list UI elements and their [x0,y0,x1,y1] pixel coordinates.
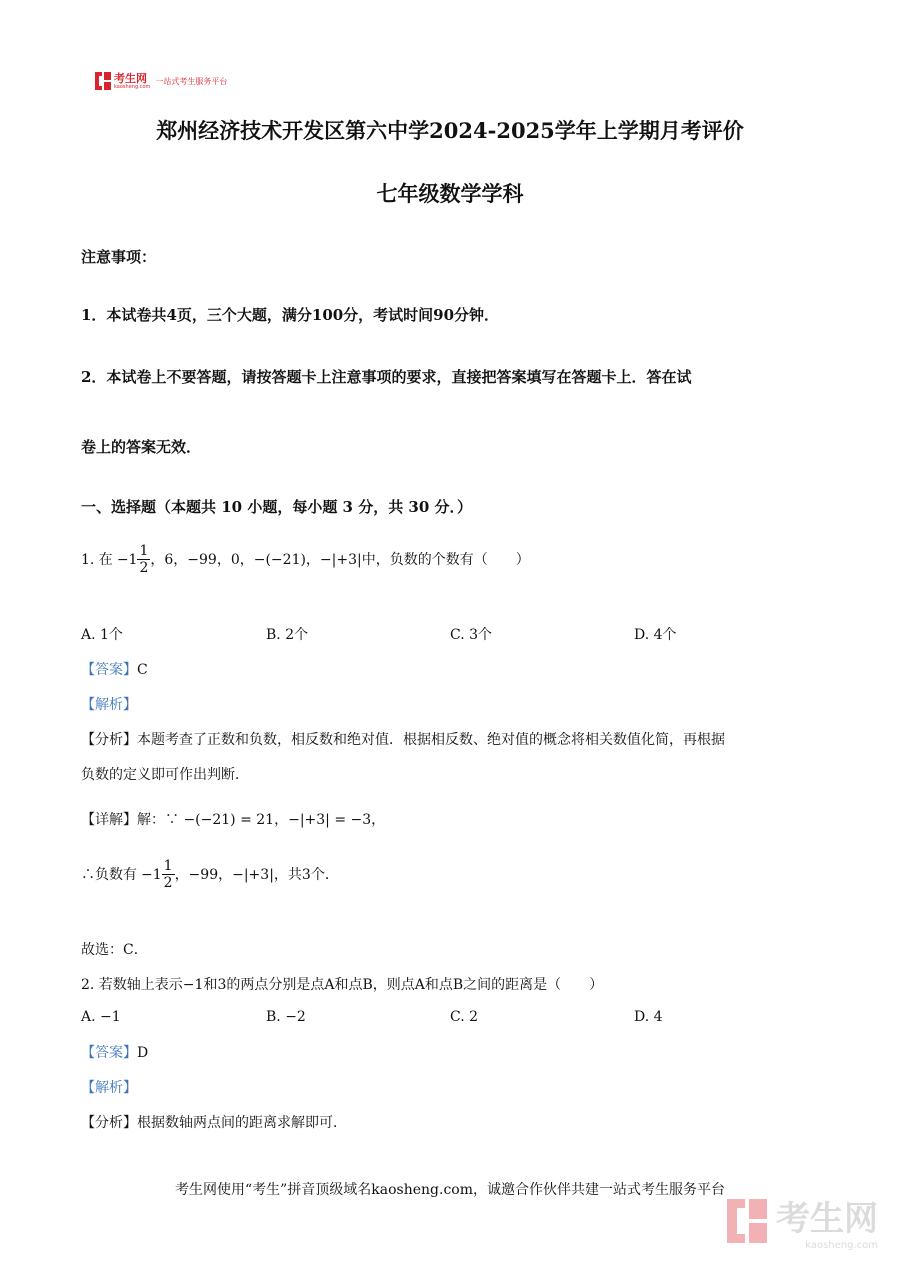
q1-fraction-num: 1 [139,543,149,559]
q2-fenxi-text: 根据数轴两点间的距离求解即可． [137,1115,347,1131]
logo-domain: kaosheng.com [114,83,151,90]
q1-list: ，6，−99，0，−(−21)，−|+3|中，负数的个数有（ ） [150,551,530,568]
q1-mixed-number-whole: −1 [116,551,138,568]
q1-therefore-prefix: ∴负数有 [81,866,137,883]
q1-therefore-num: 1 [163,858,173,874]
q1-therefore [81,858,339,891]
q2-answer-tag: 【答案】 [81,1045,137,1061]
q2-option-c: C. 2 [450,1009,479,1025]
q1-option-a: A. 1个 [81,627,123,643]
q1-detail [81,810,385,830]
q1-detail-tag: 【详解】 [81,812,137,828]
q1-answer-value: C [137,662,148,678]
q1-fenxi-text: 本题考查了正数和负数，相反数和绝对值．根据相反数、绝对值的概念将相关数值化简，再根据 [137,732,725,748]
logo-icon [95,72,111,90]
section-heading-choice: 一、选择题（本题共 10 小题，每小题 3 分，共 30 分．） [81,498,473,516]
q2-fenxi-tag: 【分析】 [81,1115,137,1131]
q1-therefore-den: 2 [163,875,173,891]
notice-item-2-cont: 卷上的答案无效． [81,438,202,456]
q1-choice: 故选：C． [81,942,148,958]
q1-fraction [137,543,150,576]
q2-option-a: A. −1 [81,1009,121,1025]
q2-analysis-tag: 【解析】 [81,1080,137,1096]
q1-fenxi [81,730,725,750]
q1-fraction-den: 2 [139,560,149,576]
notice-heading: 注意事项： [81,248,157,266]
q1-fenxi-cont: 负数的定义即可作出判断． [81,767,249,783]
watermark-logo-icon [727,1199,767,1243]
page-subtitle: 七年级数学学科 [376,181,524,206]
q1-therefore-rest: ，−99，−|+3|，共3个． [174,866,339,883]
q2-answer [81,1043,148,1063]
q1-answer [81,660,148,680]
notice-item-1: 1．本试卷共4页，三个大题，满分100分，考试时间90分钟． [81,306,500,324]
q2-option-d: D. 4 [634,1009,663,1025]
q2-fenxi [81,1113,347,1133]
q1-answer-tag: 【答案】 [81,662,137,678]
q1-option-b: B. 2个 [266,627,309,643]
question-2-stem: 2. 若数轴上表示−1和3的两点分别是点A和点B，则点A和点B之间的距离是（ ） [81,977,604,993]
question-1-stem [81,543,530,576]
notice-item-2: 2．本试卷上不要答题，请按答题卡上注意事项的要求，直接把答案填写在答题卡上．答在试 [81,368,692,386]
q2-answer-value: D [137,1045,149,1061]
q2-option-b: B. −2 [266,1009,306,1025]
q1-fenxi-tag: 【分析】 [81,732,137,748]
watermark-name: 考生网 [776,1199,878,1239]
q1-option-d: D. 4个 [634,627,677,643]
q1-therefore-whole: −1 [141,866,162,883]
q1-detail-text: 解：∵ −(−21) = 21，−|+3| = −3， [137,812,386,828]
logo-name: 考生网 [114,71,147,85]
watermark-domain: kaosheng.com [805,1240,878,1251]
q1-option-c: C. 3个 [450,627,493,643]
q1-analysis-tag: 【解析】 [81,697,137,713]
q1-prefix: 1. 在 [81,551,113,568]
watermark [727,1191,878,1251]
site-logo[interactable] [95,72,227,90]
page-footer: 考生网使用“考生”拼音顶级域名kaosheng.com，诚邀合作伙伴共建一站式考生服务平台 [174,1182,726,1198]
logo-slogan: 一站式考生服务平台 [155,76,228,86]
q1-therefore-fraction [162,858,175,891]
page-title: 郑州经济技术开发区第六中学2024-2025学年上学期月考评价 [156,118,744,143]
